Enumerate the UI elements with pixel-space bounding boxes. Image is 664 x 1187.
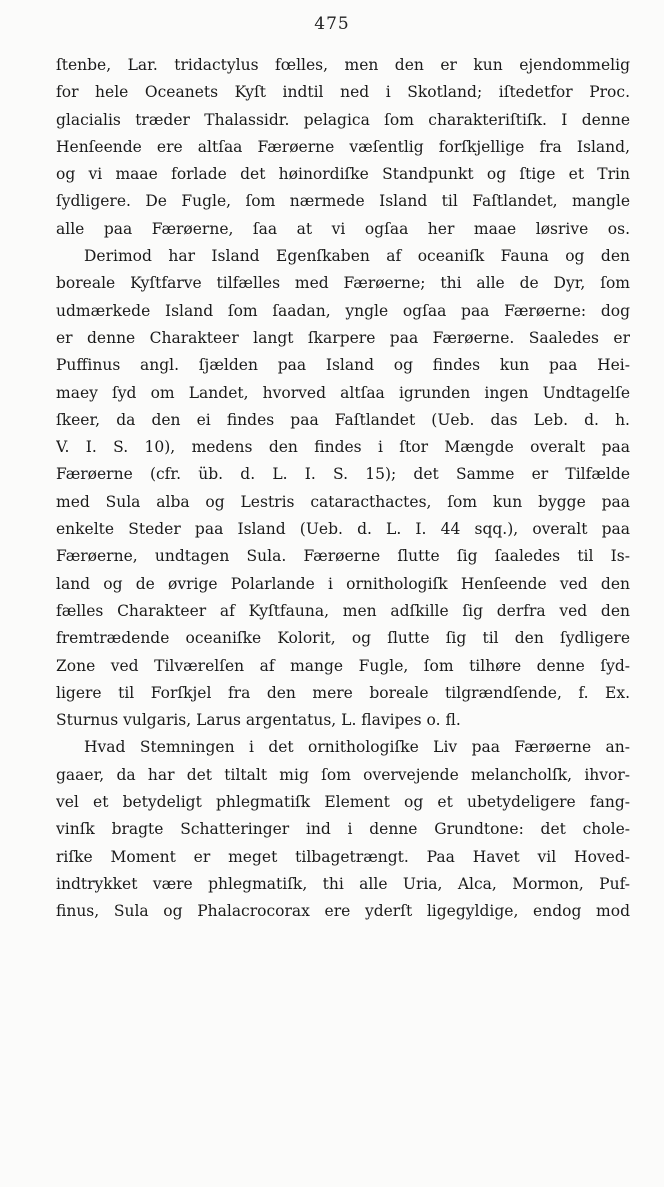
text-line: maey ſyd om Landet, hvorved altſaa igrunden ingen Undtagelſe bbox=[56, 383, 630, 402]
text-line: Færøerne, undtagen Sula. Færøerne ſlutte ſig ſaaledes til Is- bbox=[56, 547, 630, 566]
text-line: ligere til Forſkjel fra den mere boreale tilgrændſende, f. Ex. bbox=[56, 683, 630, 702]
text-line: Henſeende ere altſaa Færøerne væſentlig forſkjellige fra Island, bbox=[56, 137, 630, 156]
text-line: gaaer, da har det tiltalt mig ſom overvejende melancholſk, ihvor- bbox=[56, 765, 630, 784]
text-line: indtrykket være phlegmatiſk, thi alle Uria, Alca, Mormon, Puf- bbox=[56, 874, 630, 893]
text-line: Zone ved Tilværelſen af mange Fugle, ſom tilhøre denne ſyd- bbox=[56, 656, 630, 675]
text-line: Derimod har Island Egenſkaben af oceaniſk Fauna og den bbox=[84, 247, 630, 266]
text-line: fælles Charakteer af Kyſtfauna, men adſkille ſig derfra ved den bbox=[56, 601, 630, 620]
text-line: er denne Charakteer langt ſkarpere paa Færøerne. Saaledes er bbox=[56, 328, 630, 347]
text-line: V. I. S. 10), medens den findes i ſtor Mængde overalt paa bbox=[56, 438, 630, 457]
text-line: ſydligere. De Fugle, ſom nærmede Island til Faſtlandet, mangle bbox=[56, 192, 630, 211]
text-line: og vi maae forlade det høinordiſke Standpunkt og ſtige et Trin bbox=[56, 165, 630, 184]
text-line: riſke Moment er meget tilbagetrængt. Paa Havet vil Hoved- bbox=[56, 847, 630, 866]
text-line: land og de øvrige Polarlande i ornithologiſk Henſeende ved den bbox=[56, 574, 630, 593]
text-line: vel et betydeligt phlegmatiſk Element og et ubetydeligere fang- bbox=[56, 793, 630, 812]
text-line: Hvad Stemningen i det ornithologiſke Liv paa Færøerne an- bbox=[84, 738, 630, 757]
text-line: fremtrædende oceaniſke Kolorit, og ſlutte ſig til den ſydligere bbox=[56, 629, 630, 648]
text-line: boreale Kyſtfarve tilfælles med Færøerne; thi alle de Dyr, ſom bbox=[56, 274, 630, 293]
text-line: ſtenbe, Lar. tridactylus fœlles, men den er kun ejendommelig bbox=[56, 56, 630, 74]
text-line: med Sula alba og Lestris cataracthactes, ſom kun bygge paa bbox=[56, 492, 630, 511]
text-line: alle paa Færøerne, ſaa at vi ogſaa her maae løsrive os. bbox=[56, 219, 630, 238]
text-line: finus, Sula og Phalacrocorax ere yderſt ligegyldige, endog mod bbox=[56, 902, 630, 921]
text-line: Færøerne (cfr. üb. d. L. I. S. 15); det Samme er Tilfælde bbox=[56, 465, 630, 484]
text-line: Sturnus vulgaris, Larus argentatus, L. flavipes o. fl. bbox=[56, 711, 461, 730]
body-text bbox=[56, 52, 630, 926]
text-line: udmærkede Island ſom ſaadan, yngle ogſaa paa Færøerne: dog bbox=[56, 301, 630, 320]
text-line: Puffinus angl. ſjælden paa Island og findes kun paa Hei- bbox=[56, 356, 630, 375]
text-line: glacialis træder Thalassidr. pelagica ſom charakteriſtiſk. I denne bbox=[56, 110, 630, 129]
text-line: enkelte Steder paa Island (Ueb. d. L. I. 44 sqq.), overalt paa bbox=[56, 520, 630, 539]
page-number: 475 bbox=[314, 14, 350, 34]
text-line: ſkeer, da den ei findes paa Faſtlandet (Ueb. das Leb. d. h. bbox=[56, 410, 630, 429]
text-line: for hele Oceanets Kyſt indtil ned i Skotland; iſtedetfor Proc. bbox=[56, 83, 630, 102]
text-line: vinſk bragte Schatteringer ind i denne Grundtone: det chole- bbox=[56, 820, 630, 839]
